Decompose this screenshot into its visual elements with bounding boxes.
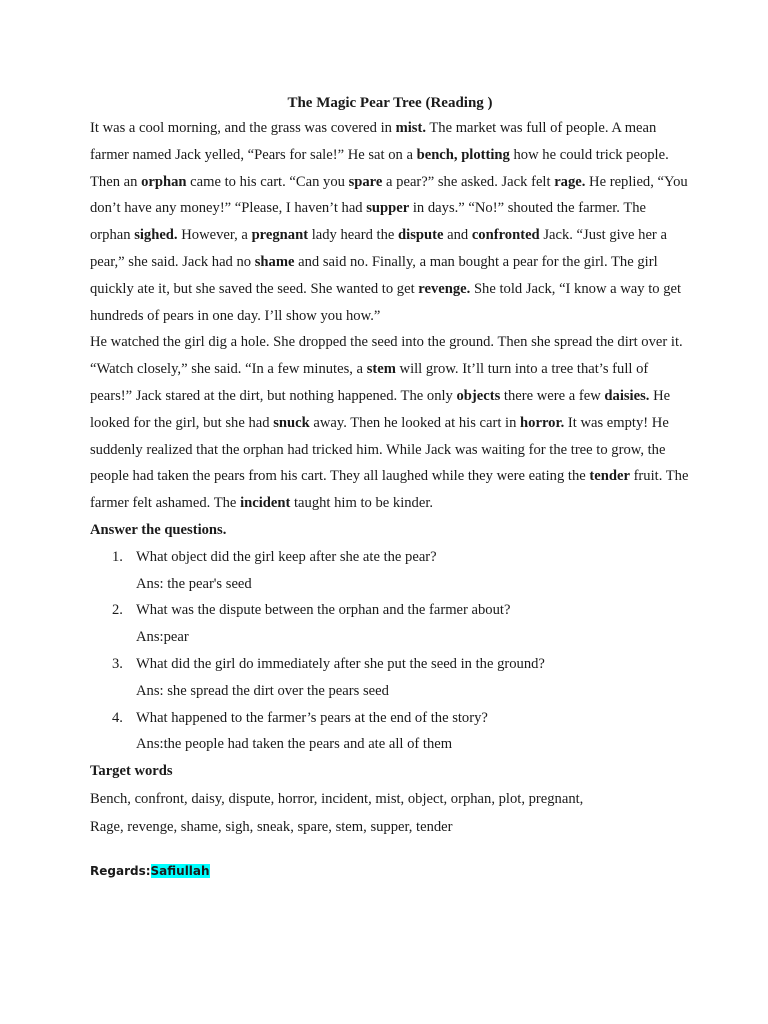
story-paragraph-2 [90,329,690,517]
story-text: fruit. The farmer felt ashamed. The [90,468,689,512]
answer-text: Ans: she spread the dirt over the pears seed [136,682,389,699]
story-text: a pear?” she asked. Jack felt [382,173,555,190]
question-item [90,651,690,705]
vocabulary-word: objects [456,387,501,404]
story-text: It was a cool morning, and the grass was covered in [90,120,396,136]
vocabulary-word: shame [254,253,295,270]
story-text: He watched the girl dig a hole. She dropped the seed into the ground. Then she spread the dirt over it. “Watch closely,” she said. “In a few minutes, a [90,334,683,378]
story-text: away. Then he looked at his cart in [309,414,521,431]
regards-label: Regards: [90,863,151,878]
vocabulary-word: bench, plotting [416,146,510,163]
story-paragraph-1 [90,115,690,329]
target-words-heading: Target words [90,763,173,780]
story-text: lady heard the [308,227,399,244]
question-text: What happened to the farmer’s pears at the end of the story? [136,709,488,726]
answer-text: Ans:pear [136,629,189,646]
story-text: Jack. “Just give her a pear,” she said. Jack had no [90,227,667,270]
story-text: It was empty! He suddenly realized that the orphan had tricked him. While Jack was waiting for the tree to grow, the people had taken the pears from his cart. They all laughed while they were eating the [90,414,669,485]
vocabulary-word: dispute [398,227,444,244]
vocabulary-word: orphan [141,173,187,190]
vocabulary-word: snuck [273,414,310,431]
question-text: What was the dispute between the orphan and the farmer about? [136,602,511,619]
story-text: there were a few [500,387,605,404]
document-title: The Magic Pear Tree (Reading ) [287,95,493,111]
question-item [90,705,690,759]
question-item [90,597,690,651]
story-text: how he could trick people. Then an [90,146,669,190]
vocabulary-word: stem [366,361,396,378]
vocabulary-word: confronted [471,227,540,244]
questions-heading: Answer the questions. [90,521,227,538]
story-text: The market was full of people. A mean farmer named Jack yelled, “Pears for sale!” He sat on a [90,120,657,163]
answer-text: Ans: the pear's seed [136,575,252,592]
story-text: She told Jack, “I know a way to get hundreds of pears in one day. I’ll show you how.” [90,280,682,324]
vocabulary-word: rage. [554,173,586,190]
story-text: will grow. It’ll turn into a tree that’s full of pears!” Jack stared at the dirt, but nothing happened. The only [90,361,649,404]
vocabulary-word: pregnant [251,227,309,244]
author-name: Safiullah [150,863,210,878]
vocabulary-word: daisies. [604,387,650,404]
story-text: in days.” “No!” shouted the farmer. The orphan [90,200,647,244]
question-number: 1. [112,548,123,565]
question-text: What did the girl do immediately after she put the seed in the ground? [136,655,545,672]
vocabulary-word: supper [366,200,410,217]
vocabulary-word: sighed. [134,227,178,244]
question-text: What object did the girl keep after she ate the pear? [136,548,437,565]
question-number: 4. [112,709,123,726]
answer-text: Ans:the people had taken the pears and ate all of them [136,736,453,753]
document-page [90,93,690,881]
story-text: He looked for the girl, but she had [90,387,671,431]
questions-list [90,544,690,758]
vocabulary-word: mist. [395,120,426,136]
question-number: 3. [112,655,123,672]
vocabulary-word: tender [589,468,630,485]
question-item [90,544,690,598]
story-text: and [443,227,472,244]
question-number: 2. [112,602,123,619]
story-text: and said no. Finally, a man bought a pear for the girl. The girl quickly ate it, but she saved the seed. She wanted to get [90,253,658,297]
target-words-line-2: Rage, revenge, shame, sigh, sneak, spare, stem, supper, tender [90,818,453,835]
story-text: However, a [177,227,252,244]
story-text: taught him to be kinder. [290,495,434,512]
vocabulary-word: spare [348,173,383,190]
vocabulary-word: incident [240,495,291,512]
story-text: came to his cart. “Can you [186,173,349,190]
target-words-line-1: Bench, confront, daisy, dispute, horror, incident, mist, object, orphan, plot, pregnant, [90,790,584,807]
vocabulary-word: revenge. [418,280,471,297]
vocabulary-word: horror. [520,414,565,431]
regards-line [90,861,690,881]
story-text: He replied, “You don’t have any money!” “Please, I haven’t had [90,173,688,217]
